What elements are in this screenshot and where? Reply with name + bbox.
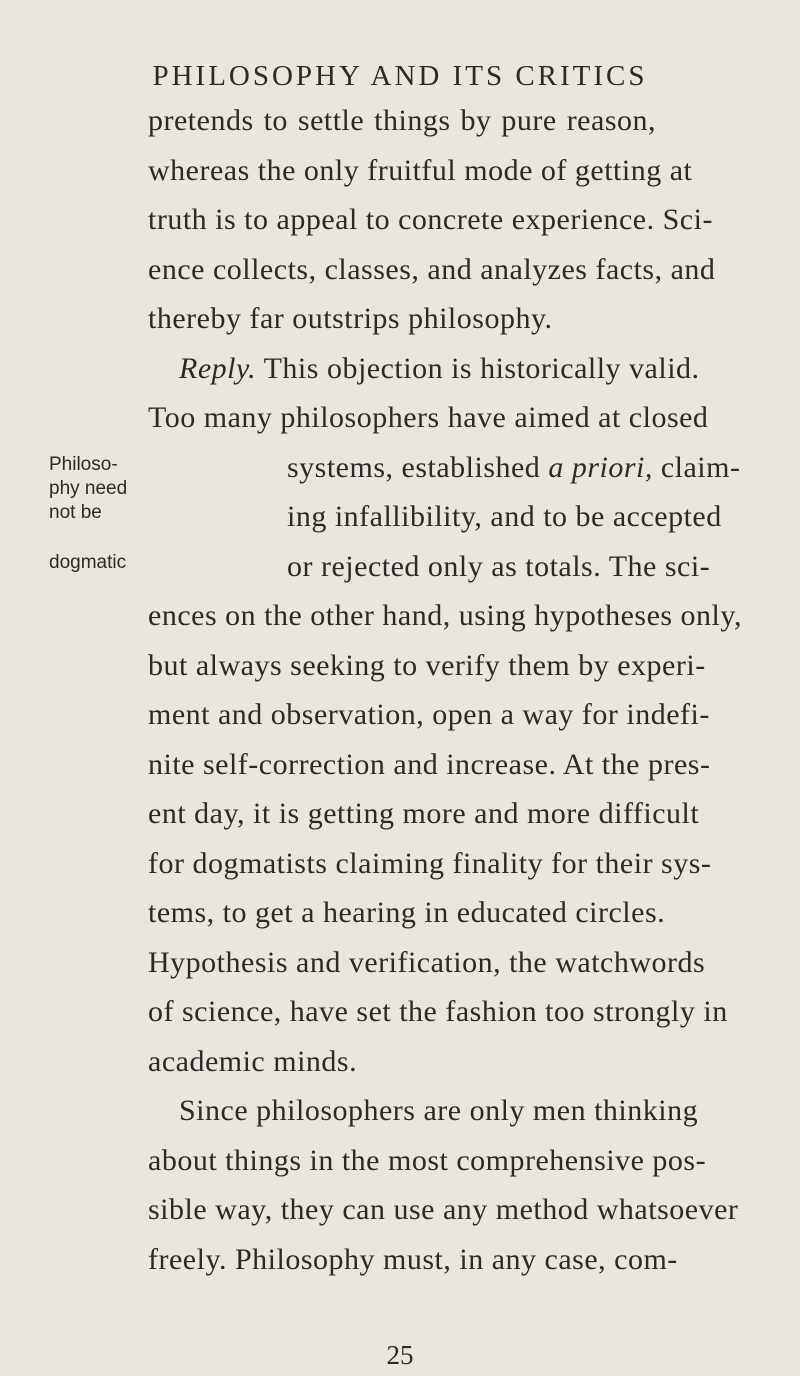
text-line: for dogmatists claiming finality for their sys- — [148, 846, 712, 880]
text-line: ent day, it is getting more and more difficult — [148, 797, 700, 830]
text-line: Hypothesis and verification, the watchwords — [148, 945, 706, 979]
text-segment: claim- — [660, 450, 741, 484]
text-line: ences on the other hand, using hypotheses only, — [148, 599, 742, 632]
text-line: ment and observation, open a way for indefi- — [148, 698, 710, 731]
text-line: nite self-correction and increase. At the pres- — [148, 747, 711, 781]
text-line: of science, have set the fashion too strongly in — [148, 995, 728, 1028]
text-line: pretends to settle things by pure reason, — [148, 104, 656, 137]
text-line: sible way, they can use any method whatsoever — [148, 1193, 739, 1226]
text-line: Since philosophers are only men thinking — [179, 1094, 699, 1127]
margin-note-line: not be — [49, 501, 102, 523]
reply-label: Reply. — [179, 351, 257, 385]
text-line: about things in the most comprehensive pos- — [148, 1143, 707, 1177]
text-line: academic minds. — [148, 1044, 358, 1078]
text-line — [287, 450, 741, 484]
running-head: PHILOSOPHY AND ITS CRITICS — [152, 60, 648, 92]
text-line: but always seeking to verify them by experi- — [148, 648, 706, 682]
text-line — [179, 351, 700, 385]
text-line: ence collects, classes, and analyzes facts, and — [148, 252, 716, 286]
text-segment: systems, established — [287, 450, 541, 484]
reply-text: This objection is historically valid. — [263, 351, 700, 385]
margin-note-line: phy need — [49, 477, 128, 499]
text-line: thereby far outstrips philosophy. — [148, 302, 553, 335]
page-number: 25 — [386, 1340, 414, 1370]
text-line: whereas the only fruitful mode of getting at — [148, 153, 693, 187]
text-line: Too many philosophers have aimed at closed — [148, 401, 709, 434]
text-line: or rejected only as totals. The sci- — [287, 549, 711, 583]
text-line: tems, to get a hearing in educated circles. — [148, 896, 666, 929]
text-line: ing infallibility, and to be accepted — [287, 500, 722, 533]
text-line: truth is to appeal to concrete experience. Sci- — [148, 203, 713, 236]
margin-note-line: Philoso- — [49, 453, 118, 475]
text-line: freely. Philosophy must, in any case, com- — [148, 1242, 678, 1276]
margin-note-line: dogmatic — [49, 551, 127, 573]
a-priori-phrase: a priori, — [548, 450, 653, 484]
